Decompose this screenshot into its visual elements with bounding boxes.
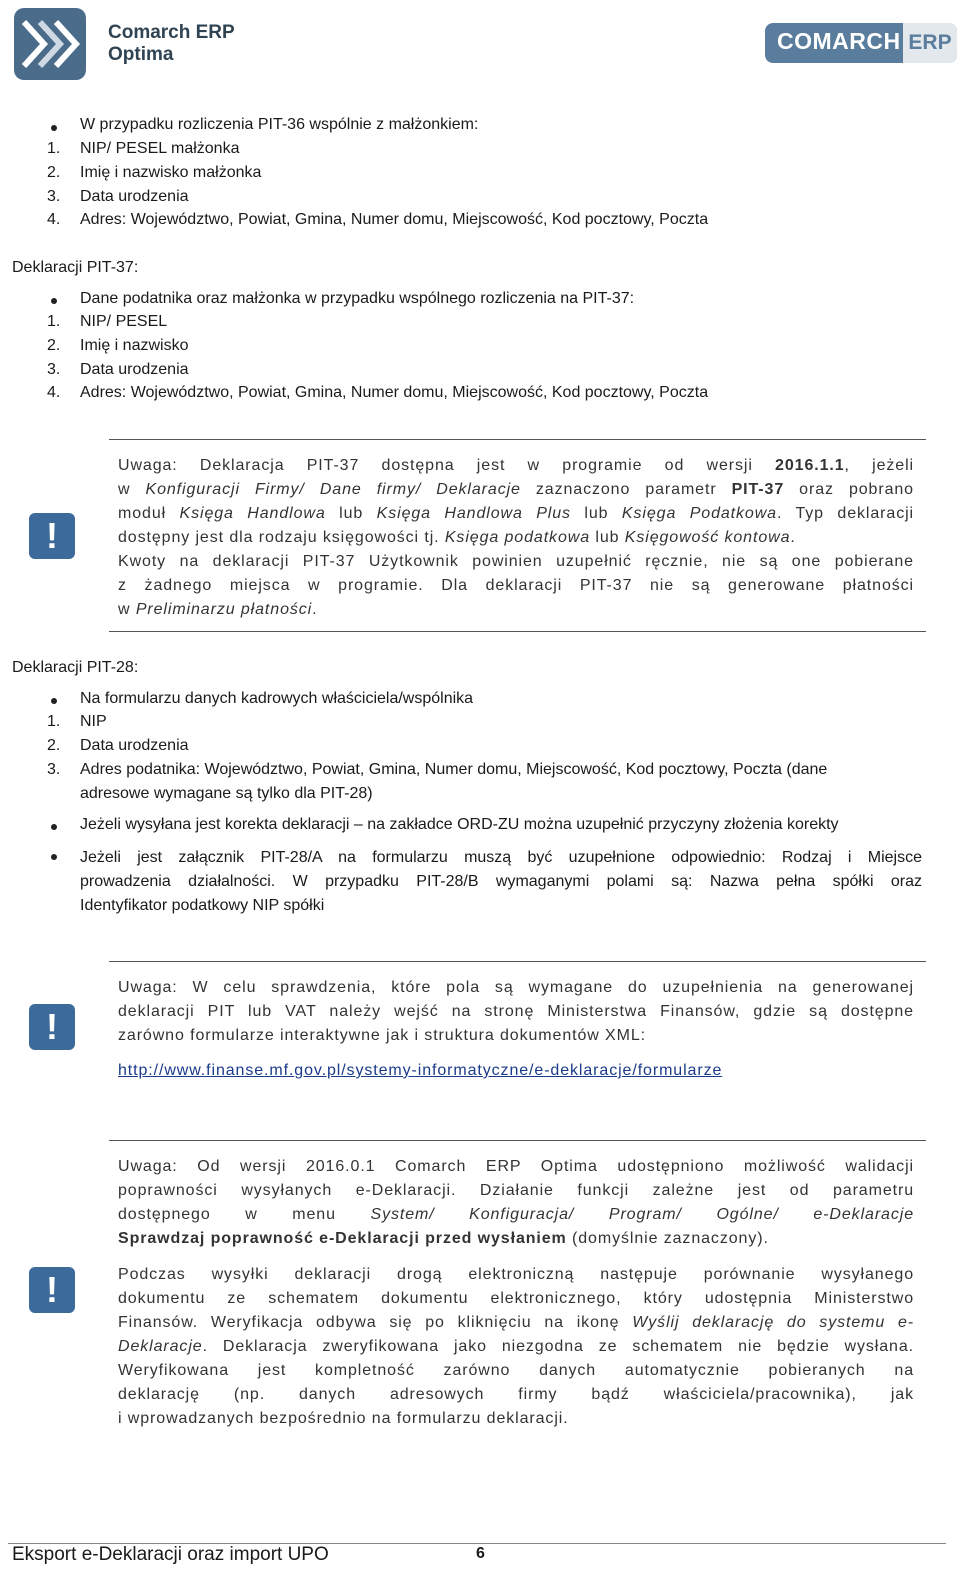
bullet-dot bbox=[51, 824, 57, 830]
badge-erp: ERP bbox=[903, 23, 957, 63]
pit37-bullet: Dane podatnika oraz małżonka w przypadku wspólnego rozliczenia na PIT-37: bbox=[80, 290, 635, 307]
list-item: NIP/ PESEL małżonka bbox=[80, 140, 240, 157]
bullet-dot bbox=[51, 698, 57, 704]
warning-icon: ! bbox=[29, 1004, 75, 1050]
list-item: Data urodzenia bbox=[80, 737, 189, 754]
list-number: 4. bbox=[47, 384, 61, 401]
list-number: 3. bbox=[47, 761, 61, 778]
pit37-heading: Deklaracji PIT-37: bbox=[12, 259, 139, 276]
list-number: 3. bbox=[47, 361, 61, 378]
list-number: 1. bbox=[47, 713, 61, 730]
list-number: 4. bbox=[47, 211, 61, 228]
comarch-erp-badge bbox=[765, 23, 957, 63]
list-item: NIP/ PESEL bbox=[80, 313, 168, 330]
pit28-bullet-korekta: Jeżeli wysyłana jest korekta deklaracji – na zakładce ORD-ZU można uzupełnić przyczyny złożenia korekty bbox=[80, 816, 839, 833]
list-item: Data urodzenia bbox=[80, 188, 189, 205]
note-top-rule bbox=[109, 961, 926, 962]
list-number: 1. bbox=[47, 313, 61, 330]
list-number: 2. bbox=[47, 737, 61, 754]
mf-formularze-link[interactable]: http://www.finanse.mf.gov.pl/systemy-informatyczne/e-deklaracje/formularze bbox=[118, 1062, 723, 1079]
note-top-rule bbox=[109, 439, 926, 440]
bullet-dot bbox=[51, 298, 57, 304]
page-number: 6 bbox=[476, 1545, 485, 1562]
comarch-erp-optima-logo bbox=[14, 8, 254, 80]
list-number: 1. bbox=[47, 140, 61, 157]
pit36-bullet: W przypadku rozliczenia PIT-36 wspólnie z małżonkiem: bbox=[80, 116, 479, 133]
list-number: 2. bbox=[47, 164, 61, 181]
note-walidacja: Uwaga: Od wersji 2016.0.1 Comarch ERP Optima udostępniono możliwość walidacji poprawności wysyłanych e-Deklaracji. Działanie funkcji zależne jest od parametru dostępnego w menu System/ Konfiguracja/ Program/ Ogólne/ e-Deklaracje Sprawdzaj poprawność e-Deklaracji przed wysłaniem (domyślnie zaznaczony). Podczas wysyłki deklaracji drogą elektroniczną następuje porównanie wysyłanego dokumentu ze schematem dokumentu elektronicznego, który udostępnia Ministerstwo Finansów. Weryfikacja odbywa się po kliknięciu na ikonę Wyślij deklarację do systemu e- Deklaracje. Deklaracja zweryfikowana jako niezgodna ze schematem nie będzie wysłana. Weryfikowana jest kompletność zarówno danych automatycznie pobieranych na deklarację (np. danych adresowych firmy bądź właściciela/pracownika), jak i wprowadzanych bezpośrednio na formularzu deklaracji. bbox=[118, 1158, 915, 1427]
pit28-heading: Deklaracji PIT-28: bbox=[12, 659, 139, 676]
bullet-dot bbox=[51, 854, 57, 860]
pit28-bullet-zalacznik: Jeżeli jest załącznik PIT-28/A na formularzu muszą być uzupełnione odpowiednio: Rodzaj i Miejsce prowadzenia działalności. W przypadku PIT-28/B wymaganymi polami są: Nazwa pełna spółki oraz Identyfikator podatkowy NIP spółki bbox=[80, 849, 922, 914]
logo-line1: Comarch ERP bbox=[108, 22, 235, 43]
list-item: Imię i nazwisko bbox=[80, 337, 189, 354]
optima-logo-icon bbox=[14, 8, 86, 80]
footer-title: Eksport e-Deklaracji oraz import UPO bbox=[12, 1544, 329, 1565]
list-item: Imię i nazwisko małżonka bbox=[80, 164, 262, 181]
note-mf: Uwaga: W celu sprawdzenia, które pola są wymagane do uzupełnienia na generowanej deklaracji PIT lub VAT należy wejść na stronę Ministerstwa Finansów, gdzie są dostępne zarówno formularze interaktywne jak i struktura dokumentów XML: http://www.finanse.mf.gov.pl/systemy-informatyczne/e-deklaracje/formularze bbox=[118, 979, 914, 1079]
list-item-cont: adresowe wymagane są tylko dla PIT-28) bbox=[80, 785, 373, 802]
warning-icon: ! bbox=[29, 1267, 75, 1313]
list-item: Adres: Województwo, Powiat, Gmina, Numer domu, Miejscowość, Kod pocztowy, Poczta bbox=[80, 384, 709, 401]
bullet-dot bbox=[51, 125, 57, 131]
list-item: Data urodzenia bbox=[80, 361, 189, 378]
pit28-bullet: Na formularzu danych kadrowych właściciela/wspólnika bbox=[80, 690, 474, 707]
list-item: Adres podatnika: Województwo, Powiat, Gmina, Numer domu, Miejscowość, Kod pocztowy, Poczta (dane bbox=[80, 761, 828, 778]
warning-icon: ! bbox=[29, 513, 75, 559]
logo-text bbox=[108, 22, 235, 66]
list-item: Adres: Województwo, Powiat, Gmina, Numer domu, Miejscowość, Kod pocztowy, Poczta bbox=[80, 211, 709, 228]
note-pit37: Uwaga: Deklaracja PIT-37 dostępna jest w programie od wersji 2016.1.1, jeżeli w Konfiguracji Firmy/ Dane firmy/ Deklaracje zaznaczono parametr PIT-37 oraz pobrano moduł Księga Handlowa lub Księga Handlowa Plus lub Księga Podatkowa. Typ deklaracji dostępny jest dla rodzaju księgowości tj. Księga podatkowa lub Księgowość kontowa. Kwoty na deklaracji PIT-37 Użytkownik powinien uzupełnić ręcznie, nie są one pobierane z żadnego miejsca w programie. Dla deklaracji PIT-37 nie są generowane płatności w Preliminarzu płatności. bbox=[118, 457, 915, 618]
note-bottom-rule bbox=[109, 631, 926, 632]
list-number: 3. bbox=[47, 188, 61, 205]
logo-line2: Optima bbox=[108, 44, 174, 65]
list-item: NIP bbox=[80, 713, 107, 730]
list-number: 2. bbox=[47, 337, 61, 354]
note-top-rule bbox=[109, 1140, 926, 1141]
badge-brand: COMARCH bbox=[777, 28, 901, 54]
